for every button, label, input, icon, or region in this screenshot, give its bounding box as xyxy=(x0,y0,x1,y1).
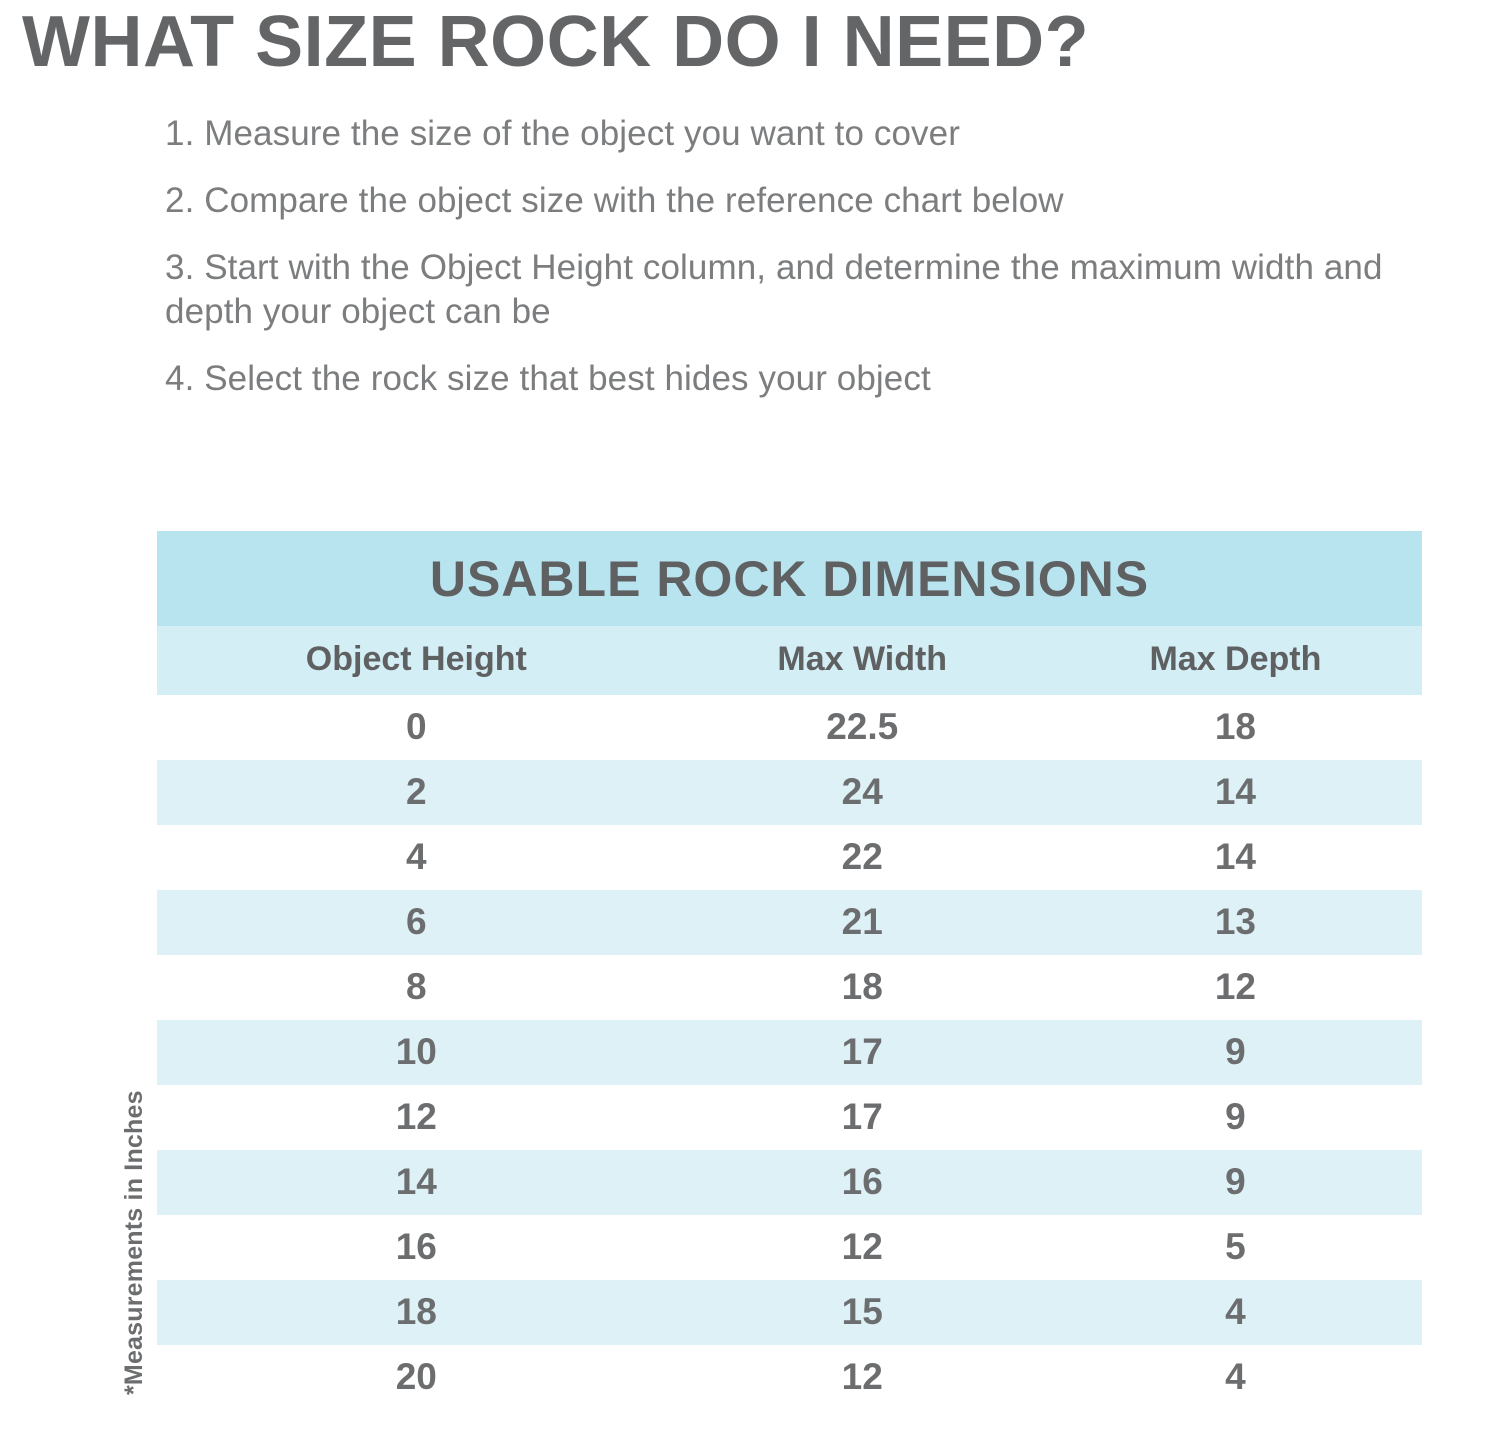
step-item: 1. Measure the size of the object you want to cover xyxy=(165,114,960,153)
table-row xyxy=(157,890,1422,955)
step-item: 4. Select the rock size that best hides your object xyxy=(165,359,931,399)
cell-max-depth: 5 xyxy=(1225,1226,1246,1267)
cell-max-width: 12 xyxy=(841,1356,883,1397)
cell-max-width: 15 xyxy=(841,1291,883,1332)
cell-max-depth: 18 xyxy=(1214,706,1256,747)
cell-object-height: 18 xyxy=(395,1291,437,1332)
cell-max-width: 22 xyxy=(841,836,883,877)
cell-max-depth: 13 xyxy=(1214,901,1256,942)
cell-max-depth: 9 xyxy=(1225,1096,1246,1137)
cell-max-depth: 4 xyxy=(1225,1356,1246,1397)
cell-object-height: 20 xyxy=(395,1356,437,1397)
cell-max-depth: 12 xyxy=(1214,966,1256,1007)
cell-max-width: 24 xyxy=(841,771,883,812)
cell-object-height: 0 xyxy=(406,706,427,747)
table-title: USABLE ROCK DIMENSIONS xyxy=(157,531,1422,626)
table-row xyxy=(157,1150,1422,1215)
cell-max-width: 18 xyxy=(841,966,883,1007)
cell-max-depth: 14 xyxy=(1214,771,1256,812)
cell-max-depth: 9 xyxy=(1225,1031,1246,1072)
table-row xyxy=(157,695,1422,760)
cell-object-height: 6 xyxy=(406,901,427,942)
table-row xyxy=(157,1020,1422,1085)
cell-max-width: 12 xyxy=(841,1226,883,1267)
cell-object-height: 14 xyxy=(395,1161,437,1202)
cell-object-height: 12 xyxy=(395,1096,437,1137)
page-title: WHAT SIZE ROCK DO I NEED? xyxy=(22,2,1090,82)
cell-max-width: 16 xyxy=(841,1161,883,1202)
column-header-max-width: Max Width xyxy=(777,639,948,678)
cell-object-height: 2 xyxy=(406,771,427,812)
table-row xyxy=(157,760,1422,825)
table-row xyxy=(157,825,1422,890)
step-item: 3. Start with the Object Height column, and determine the maximum width and depth your object can be xyxy=(165,247,1383,332)
column-header-object-height: Object Height xyxy=(305,639,527,678)
cell-max-width: 22.5 xyxy=(826,706,899,747)
table-row xyxy=(157,1085,1422,1150)
measurement-units-note xyxy=(112,1005,152,1405)
cell-max-depth: 14 xyxy=(1214,836,1256,877)
table-row xyxy=(157,1345,1422,1410)
cell-max-depth: 9 xyxy=(1225,1161,1246,1202)
cell-object-height: 10 xyxy=(395,1031,437,1072)
table-header-row xyxy=(157,626,1422,695)
table-row xyxy=(157,1215,1422,1280)
cell-max-width: 21 xyxy=(841,901,883,942)
cell-object-height: 16 xyxy=(395,1226,437,1267)
usable-rock-dimensions-table xyxy=(157,531,1422,1410)
table-row xyxy=(157,955,1422,1020)
cell-max-width: 17 xyxy=(841,1096,883,1137)
cell-max-depth: 4 xyxy=(1225,1291,1246,1332)
cell-max-width: 17 xyxy=(841,1031,883,1072)
column-header-max-depth: Max Depth xyxy=(1149,639,1322,678)
table-row xyxy=(157,1280,1422,1345)
cell-object-height: 8 xyxy=(406,966,427,1007)
steps-list xyxy=(0,112,1500,402)
measurement-units-note-text: *Measurements in Inches xyxy=(120,1090,148,1395)
step-item: 2. Compare the object size with the reference chart below xyxy=(165,180,1064,220)
cell-object-height: 4 xyxy=(406,836,427,877)
